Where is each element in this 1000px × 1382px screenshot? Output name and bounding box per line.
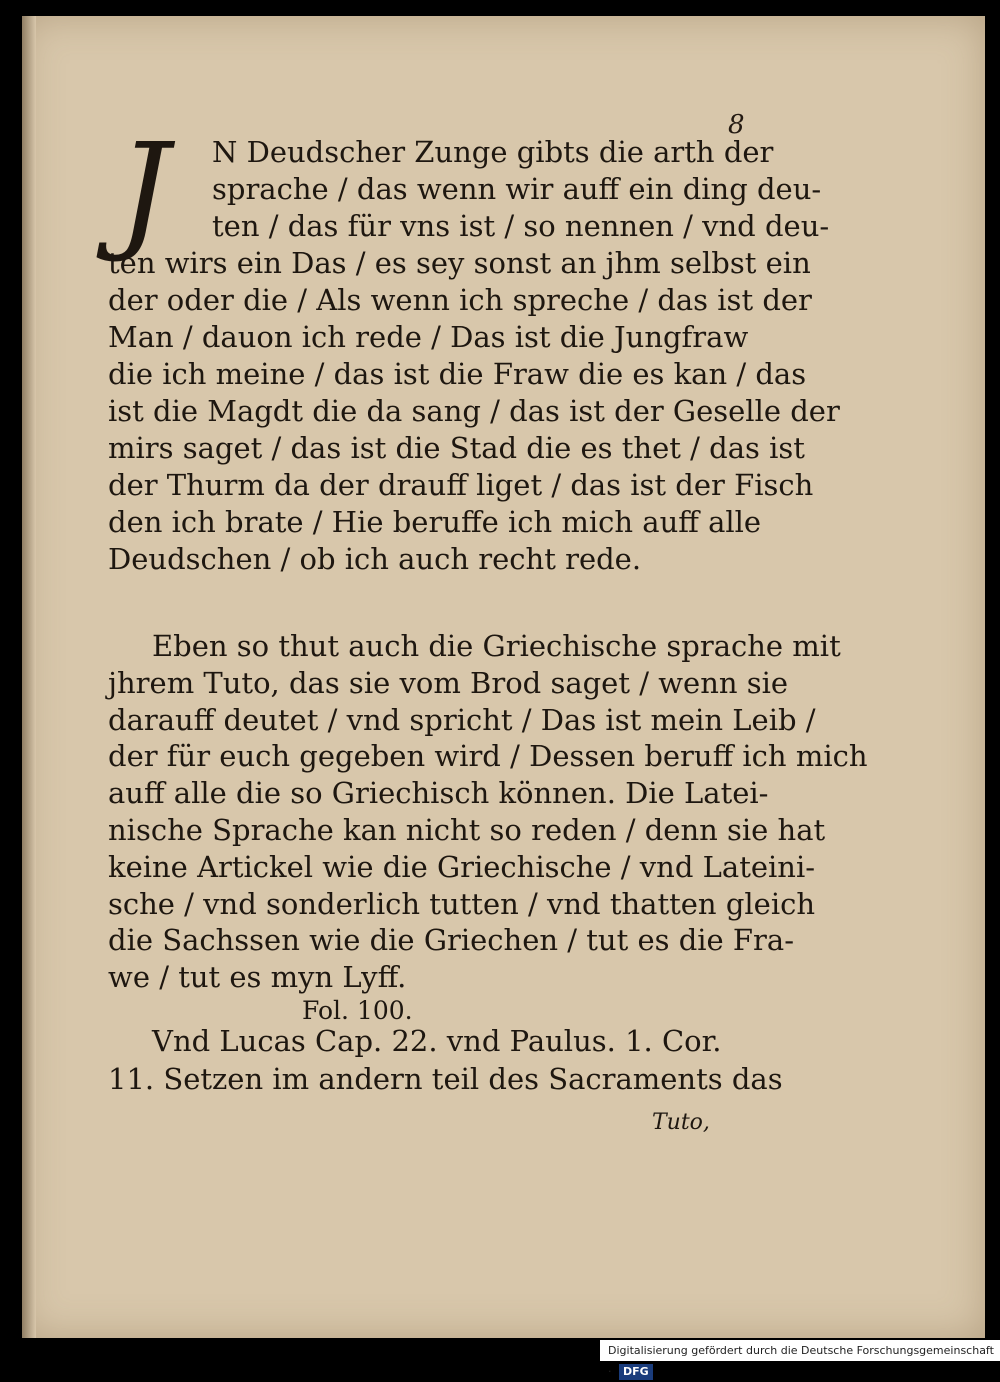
text-line: sprache / das wenn wir auff ein ding deu- <box>212 172 822 206</box>
page-number: 8 <box>728 110 745 140</box>
text-line: nische Sprache kan nicht so reden / denn sie hat <box>108 812 826 847</box>
book-page <box>22 16 985 1338</box>
text-line: Man / dauon ich rede / Das ist die Jungfraw <box>108 320 749 354</box>
text-line: 11. Setzen im andern teil des Sacraments das <box>108 1062 783 1096</box>
catchword: Tuto, <box>652 1110 710 1135</box>
text-line: N Deudscher Zunge gibts die arth der <box>212 135 774 169</box>
footer-text: Digitalisierung gefördert durch die Deutsche Forschungsgemeinschaft · <box>608 1344 994 1378</box>
text-line: ist die Magdt die da sang / das ist der Geselle der <box>108 394 840 428</box>
text-line: der für euch gegeben wird / Dessen beruff ich mich <box>108 739 868 774</box>
paragraph-1 <box>108 134 840 578</box>
text-line: keine Artickel wie die Griechische / vnd Lateini- <box>108 849 816 884</box>
text-line: auff alle die so Griechisch können. Die Latei- <box>108 776 769 811</box>
text-line: der oder die / Als wenn ich spreche / das ist der <box>108 283 812 317</box>
text-line: darauff deutet / vnd spricht / Das ist mein Leib / <box>108 702 816 737</box>
text-line: mirs saget / das ist die Stad die es thet / das ist <box>108 431 805 465</box>
dfg-logo: DFG <box>619 1364 653 1380</box>
paragraph-2 <box>108 628 868 996</box>
text-line: der Thurm da der drauff liget / das ist der Fisch <box>108 468 814 502</box>
text-line: die Sachssen wie die Griechen / tut es die Fra- <box>108 923 795 958</box>
paragraph-3 <box>108 1022 783 1098</box>
text-line: Eben so thut auch die Griechische sprache mit <box>152 629 841 663</box>
text-line: Vnd Lucas Cap. 22. vnd Paulus. 1. Cor. <box>152 1024 722 1058</box>
drop-cap: J <box>118 117 170 266</box>
text-line: ten / das für vns ist / so nennen / vnd deu- <box>212 209 830 243</box>
text-line: den ich brate / Hie beruffe ich mich auff alle <box>108 505 762 539</box>
text-line: ten wirs ein Das / es sey sonst an jhm selbst ein <box>108 246 811 280</box>
digitization-footer <box>600 1340 1000 1378</box>
text-line: sche / vnd sonderlich tutten / vnd thatten gleich <box>108 886 816 921</box>
text-line: we / tut es myn Lyff. <box>108 960 407 995</box>
page-gutter <box>22 16 36 1338</box>
text-line: jhrem Tuto, das sie vom Brod saget / wenn sie <box>108 665 789 700</box>
text-line: die ich meine / das ist die Fraw die es kan / das <box>108 357 807 391</box>
folio-reference: Fol. 100. <box>302 996 413 1025</box>
text-line: Deudschen / ob ich auch recht rede. <box>108 542 642 576</box>
